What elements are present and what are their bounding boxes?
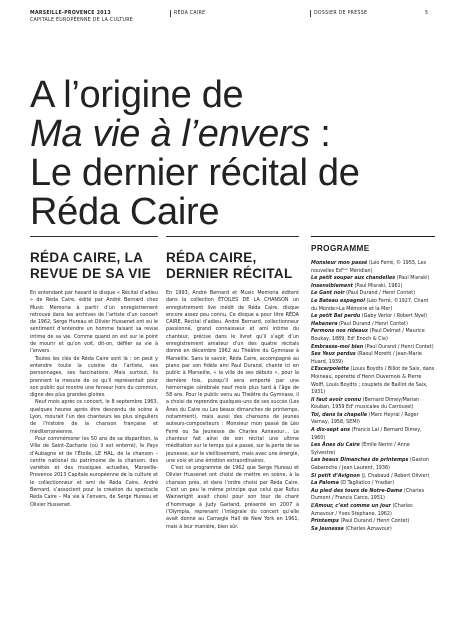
title-line2	[30, 115, 440, 154]
programme-item	[311, 260, 435, 275]
programme-item	[311, 457, 435, 472]
programme-item	[311, 503, 435, 518]
song-title: Embrasse-moi bien	[311, 343, 364, 350]
column-divider	[30, 236, 158, 237]
song-title: Insensiblement	[311, 282, 353, 289]
song-credit: (Francis Lai / Bernard Dimey, 1960)	[311, 427, 422, 441]
column-recital	[166, 236, 299, 531]
song-credit: (Charles Aznavour / Yves Stéphane, 1962)	[311, 503, 413, 517]
header-document-type: DOSSIER DE PRESSE	[310, 10, 367, 17]
paragraph: Neuf mois après ce concert, le 8 septembre 1963, quelques heures après être descendu de scène à Lyon, mourait l’un des chanteurs les plus singuliers de l’histoire de la chanson française et méditerranéenne.	[30, 399, 158, 435]
programme-item	[311, 351, 435, 366]
song-title: La Paloma	[311, 480, 339, 487]
paragraph: En entendant par hasard le disque « Récital d’adieu » de Réda Caire, édité par André Bernard chez Music Memoria à partir d’un enregistrement retrouvé dans les archives de l’artiste d’un concert de 1962, Serge Hureau et Olivier Hussenet ont eu le sentiment d’entendre un homme faisant sa revue intime de sa vie. Comme quand on est sur le point de mourir et qu’on voit, dit-on, défiler sa vie à l’envers.	[30, 290, 158, 355]
paragraph: En 1993, André Bernard et Music Memoria éditent dans la collection ÉTOILES DE LA CHANSON un enregistrement live inédit de Réda Caire, disque encore assez peu connu. Ce disque a pour titre RÉDA CAIRE, Récital d’adieu. André Bernard, collectionneur passionné, grand connaisseur et ami intime du chanteur, précise dans le livret qu’il s’agit d’un enregistrement amateur d’un des quatre récitals donné en décembre 1962 au Théâtre du Gymnase à Marseille. Sans le savoir, Réda Caire, accompagné au piano par son fidèle ami Paul Durand, chante ici en public à Marseille, « la ville de ses débuts », pour la dernière fois, puisqu’il sera emporté par une hémorragie cérébrale neuf mois plus tard à l’âge de 58 ans. Pour le public venu au Théâtre du Gymnase, il a choisi de reprendre quelques-uns de ses succès (Les Ânes du Caire ou Les beaux dimanches de printemps, notamment), mais aussi des chansons de jeunes auteurs-compositeurs : Monsieur mon passé de Léo Ferré ou Sa Jeunesse de Charles Aznavour… Le chanteur fait ainsi de son récital une ultime méditation sur le temps qui a passé, sur la perte de sa jeunesse, sur le vieillissement, mais avec une énergie, une voix et une émotion extraordinaires.	[166, 290, 299, 464]
title-line3: Le dernier récital de	[30, 152, 360, 194]
song-credit: (Louis Boydts / Billot de Saix, dans Moineau, opérette d’Henri Duvernois & Pierre Wolff, Louis Boydts ; couplets de Baillot de Saix, 1931)	[311, 366, 435, 396]
song-credit: (Léo Ferré, © 1955, Les nouvelles Edᵗⁱᵒⁿ Méridian)	[311, 260, 427, 274]
paragraph: Pour commémorer les 50 ans de sa disparition, la Ville de Saint-Zacharie (où il est enterré), le Pays d’Aubagne et de l’Étoile, LE HAL, de la chanson – centre national du patrimoine de la chanson, des variétés et des musiques actuelles, Marseille-Provence 2013 Capitale européenne de la culture et le collectionneur et ami de Réda Caire, André Bernard, s’associent pour la création du spectacle Réda Caire – Ma vie à l’envers, de Serge Hureau et Olivier Hussenet.	[30, 435, 158, 508]
title-line4: Réda Caire	[30, 191, 220, 233]
column-revue	[30, 236, 158, 509]
song-title: Il faut avoir connu	[311, 396, 362, 403]
song-credit: (Raoul Moretti / Jean-Marie Huard, 1939)	[311, 351, 422, 365]
programme-item	[311, 298, 435, 313]
header-section: RÉDA CAIRE	[170, 10, 205, 17]
song-title: Les beaux Dimanches de printemps	[311, 457, 409, 464]
programme-item	[311, 275, 435, 283]
page-number: 5	[425, 10, 429, 16]
header-publication-line2: CAPITALE EUROPÉENNE DE LA CULTURE	[30, 17, 134, 23]
column-divider	[166, 236, 299, 237]
column-programme	[311, 236, 435, 533]
song-title: Monsieur mon passé	[311, 260, 368, 266]
song-credit: (Charles Aznavour)	[343, 525, 392, 532]
programme-item	[311, 344, 435, 352]
title-italic: Ma vie à l’envers	[30, 113, 311, 155]
song-credit: (Marc Heyral / Roger Varnay, 1958, SEMI)	[311, 411, 419, 426]
song-title: Printemps	[311, 518, 339, 525]
programme-item	[311, 328, 435, 343]
song-title: Les Ânes du Caire	[311, 442, 360, 449]
programme-item	[311, 442, 435, 457]
section-heading: RÉDA CAIRE, DERNIER RÉCITAL	[166, 250, 293, 281]
song-credit: (Charles Dumont / Francis Carco, 1951)	[311, 487, 425, 502]
programme-item	[311, 480, 435, 488]
song-title: L’Escarpolette	[311, 366, 350, 373]
song-title: Le Gant noir	[311, 290, 345, 297]
programme-item	[311, 488, 435, 503]
song-title: Toi, dans ta chapelle	[311, 411, 368, 418]
section-body	[166, 290, 299, 531]
section-body	[30, 290, 158, 509]
programme-item	[311, 313, 435, 321]
song-credit: (Paul Delmet / Maurice Boukay, 1889, Edᵗ Enoch & Cie)	[311, 328, 425, 342]
column-divider	[311, 236, 435, 237]
header-publication-line1: MARSEILLE-PROVENCE 2013	[30, 10, 111, 16]
programme-item	[311, 526, 435, 534]
song-credit: (J. Chabaud / Robert Olivier)	[359, 472, 430, 479]
song-credit: (Paul Durand / Henri Contet)	[338, 518, 410, 525]
song-title: Le petit souper aux chandelles	[311, 275, 396, 282]
programme-item	[311, 397, 435, 412]
song-credit: (Paul Misraki, 1961)	[352, 282, 403, 289]
paragraph: Toutes les clés de Réda Caire sont là : on peut y entendre toute la cuisine de l’artiste, ses personnages, ses fascinations. Mais surtout, ils prennent la mesure de ce qu’il représentait pour son public qui montre une ferveur hors du commun, digne des plus grandes gloires.	[30, 355, 158, 399]
song-title: Au pied des tours de Notre-Dame	[311, 487, 403, 494]
song-title: Si petit d’Avignon	[311, 472, 360, 479]
page-title	[30, 76, 440, 232]
song-credit: (Gaston Gabaroche / Jean Laurent, 1936)	[311, 457, 430, 472]
song-title: Fermons nos rideaux	[311, 328, 369, 335]
title-line1: A l’origine de	[30, 74, 244, 116]
header-publication	[30, 10, 133, 24]
song-credit: (Gaby Verlor / Robert Nyel)	[360, 313, 428, 320]
song-credit: (Paul Durand / Henri Contet)	[363, 343, 434, 350]
song-title: L’Amour, c’est comme un jour	[311, 503, 391, 509]
song-title: Sa Jeunesse	[311, 525, 344, 532]
programme-heading: PROGRAMME	[311, 244, 370, 253]
song-credit: (D Tagliatico / Yradier)	[338, 480, 395, 487]
song-title: Ses Yeux perdus	[311, 351, 356, 358]
programme-item	[311, 427, 435, 442]
song-title: Le Bateau espagnol	[311, 297, 365, 304]
paragraph: C’est ce programme de 1962 que Serge Hureau et Olivier Hussenet ont choisi de mettre en scène, à la chanson près, et dans l’ordre choisi par Réda Caire. C’est un peu le même principe que celui que Rufus Wainwright avait choisi pour son tour de chant d’hommage à Judy Garland, présenté en 2007 à l’Olympia, reprenant l’intégrale du concert qu’elle avait donné au Carnegie Hall de New York en 1961, mais à leur manière, bien sûr.	[166, 465, 299, 530]
programme-item	[311, 366, 435, 396]
title-colon: :	[310, 113, 331, 155]
programme-item	[311, 321, 435, 329]
song-title: Le petit Bal perdu	[311, 313, 361, 320]
song-credit: (Émile Nerini / Anne Sylvestre)	[311, 442, 410, 456]
section-heading: RÉDA CAIRE, LA REVUE DE SA VIE	[30, 250, 152, 281]
song-credit: (Paul Misraki)	[395, 275, 430, 282]
programme-list	[311, 260, 435, 533]
song-credit: (Paul Durand / Henri Contet)	[344, 290, 416, 297]
song-title: A dix-sept ans	[311, 427, 350, 434]
programme-item	[311, 290, 435, 298]
programme-item	[311, 473, 435, 481]
programme-item	[311, 283, 435, 291]
song-credit: (Léo Ferré, ©1927, Chant du Monde>La Mémoire et la Mer)	[311, 297, 429, 312]
programme-item	[311, 412, 435, 427]
song-title: Habanera	[311, 320, 338, 327]
song-credit: (Bernard Dimey/Marian Kouban, 1959 Edᵗ musicales du Carrousel)	[311, 396, 420, 411]
programme-item	[311, 518, 435, 526]
song-credit: (Paul Durand / Henri Contet)	[337, 320, 408, 327]
